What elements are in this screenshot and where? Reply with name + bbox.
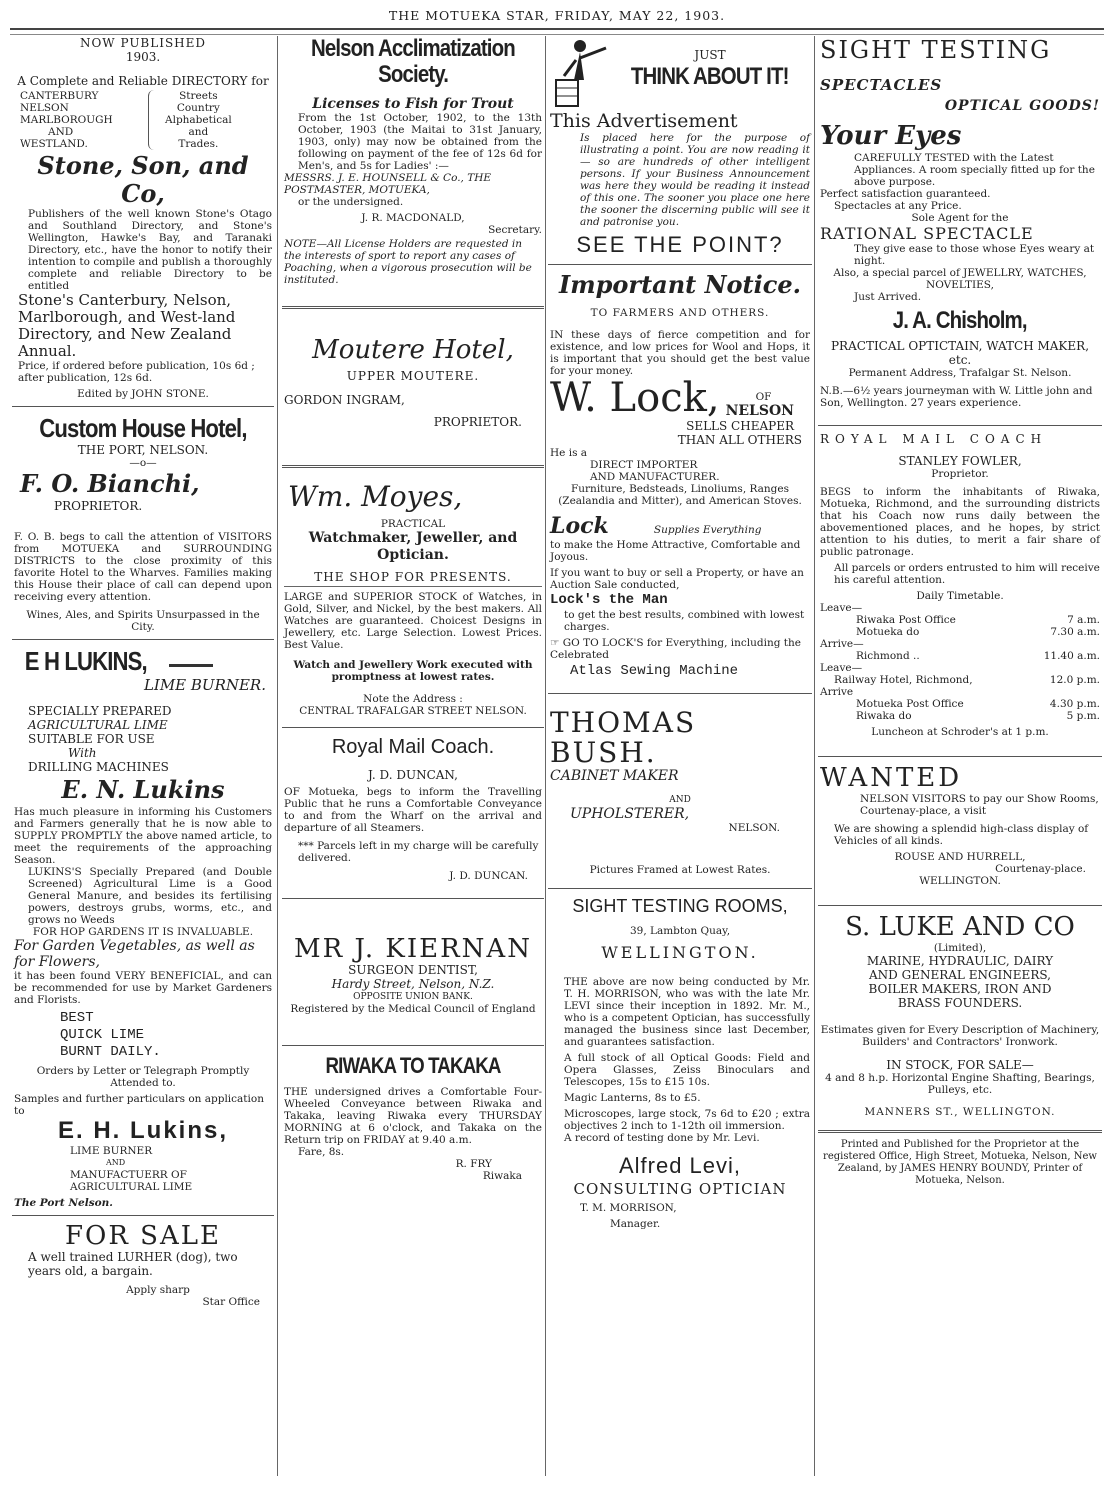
acclim-title1: Nelson Acclimatization <box>311 36 515 62</box>
lock-he-is: He is a <box>550 447 588 459</box>
chisholm-nb: N.B.—6½ years journeyman with W. Little john and Son, Wellington. 27 years experience. <box>820 385 1093 409</box>
line: LIME BURNER <box>70 1145 153 1157</box>
think-title: THINK ABOUT IT! <box>631 63 789 90</box>
moutere-role: PROPRIETOR. <box>433 415 522 429</box>
forsale-title: FOR SALE <box>64 1221 222 1251</box>
acclim-sec-name: J. R. MACDONALD, <box>361 212 465 224</box>
hotel-name: Custom House Hotel, <box>39 413 247 443</box>
lukins-samples: Samples and further particulars on application to <box>14 1093 264 1117</box>
wanted-ad <box>818 763 1102 887</box>
lock-home: to make the Home Attractive, Comfortable and Joyous. <box>550 539 801 563</box>
regions-block <box>20 90 272 150</box>
moutere-ad <box>282 335 544 429</box>
line: QUICK LIME <box>60 1027 145 1043</box>
think-ad <box>548 36 812 258</box>
acclim-note: NOTE—All License Holders are requested in the interests of sport to report any cases of Poaching, when a vigorous prosecution will be instituted. <box>284 238 532 286</box>
sightrooms-micro: Microscopes, large stock, 7s 6d to £20 ; extra objectives 2 inch to 1-12th oil immersion. <box>564 1108 810 1132</box>
lock-property: If you want to buy or sell a Property, or have an Auction Sale conducted, <box>550 567 804 591</box>
sightrooms-lantern: Magic Lanterns, 8s to £5. <box>564 1092 701 1104</box>
divider <box>282 1045 544 1046</box>
column-divider <box>277 36 278 1476</box>
year: 1903. <box>125 50 161 64</box>
directory-title: Stone's Canterbury, Nelson, Marlborough, and West-land Directory, and New Zealand Annual. <box>18 291 236 360</box>
lock-atlas: Atlas Sewing Machine <box>570 663 739 679</box>
mailcoach-sig: J. D. DUNCAN. <box>449 870 528 882</box>
time-row <box>820 614 1100 626</box>
directory-ad <box>12 36 274 400</box>
kiernan-ad <box>282 935 544 1015</box>
luke-l2: AND GENERAL ENGINEERS, <box>869 968 1051 982</box>
arrive: Arrive— <box>820 638 864 650</box>
column-3 <box>548 36 812 1476</box>
stop: Riwaka do <box>856 710 912 722</box>
moyes-ad <box>282 480 544 717</box>
lock-results: to get the best results, combined with lowest charges. <box>564 609 805 633</box>
acclim-or: or the undersigned. <box>298 196 404 208</box>
line: AGRICULTURAL LIME <box>28 718 168 732</box>
chisholm-arrived: Just Arrived. <box>854 291 922 303</box>
chisholm-eyes: Your Eyes <box>820 121 962 151</box>
lukins-body3: it has been found VERY BENEFICIAL, and can be recommended for use by Market Gardeners and Florists. <box>14 970 272 1006</box>
line: MANUFACTUERR OF <box>70 1169 187 1181</box>
moutere-place: UPPER MOUTERE. <box>346 369 480 383</box>
column-4 <box>818 36 1102 1476</box>
chisholm-perfect: Perfect satisfaction guaranteed. <box>820 188 991 200</box>
riwaka-title: RIWAKA TO TAKAKA <box>325 1053 501 1078</box>
fowler-ad <box>818 432 1102 738</box>
time: 5 p.m. <box>1066 710 1100 722</box>
divider <box>282 898 544 899</box>
bush-role2: UPHOLSTERER, <box>570 806 690 822</box>
stop: Riwaka Post Office <box>856 614 956 626</box>
forsale-ad <box>12 1222 274 1308</box>
lock-body: IN these days of fierce competition and for existence, and low prices for Wool and Hops, it is important that you should get the best value for your money. <box>550 329 810 377</box>
line: DRILLING MACHINES <box>28 760 169 774</box>
luke-stock: IN STOCK, FOR SALE— <box>886 1058 1034 1072</box>
divider <box>818 756 1102 757</box>
proprietor-role: PROPRIETOR. <box>54 499 143 513</box>
sightrooms-body: THE above are now being conducted by Mr. T. H. MORRISON, who was with the late Mr. LEVI since their inception in 1892. Mr. M., who is a competent Optician, has successfully managed the business since last December, and guarantees satisfaction. <box>564 976 810 1048</box>
lock-man: Lock's the Man <box>550 592 668 608</box>
time-row <box>820 710 1100 722</box>
brace <box>148 90 157 150</box>
lukins-port: The Port Nelson. <box>14 1197 113 1209</box>
region: AND <box>48 126 74 138</box>
wanted-title: WANTED <box>820 763 963 793</box>
sightrooms-addr: 39, Lambton Quay, <box>629 925 731 937</box>
regions-list <box>20 90 148 150</box>
time: 7 a.m. <box>1067 614 1100 626</box>
bush-ad <box>548 708 812 876</box>
sightrooms-city: WELLINGTON. <box>601 943 759 962</box>
line: AGRICULTURAL LIME <box>70 1181 193 1193</box>
bush-frames: Pictures Framed at Lowest Rates. <box>589 864 771 876</box>
divider <box>12 406 274 407</box>
lock-notice: Important Notice. <box>559 270 801 299</box>
chisholm-spec-price: Spectacles at any Price. <box>834 200 962 212</box>
bush-role1: CABINET MAKER <box>550 768 679 784</box>
lock-than: THAN ALL OTHERS <box>677 433 802 447</box>
stop: Motueka Post Office <box>856 698 964 710</box>
line: BEST <box>60 1010 94 1026</box>
custom-house-ad <box>12 413 274 633</box>
divider <box>12 1215 274 1216</box>
luke-l3: BOILER MAKERS, IRON AND <box>868 982 1052 996</box>
sightrooms-name: Alfred Levi, <box>618 1153 742 1178</box>
forsale-body: A well trained LURHER (dog), two years old, a bargain. <box>28 1250 238 1278</box>
category: Trades. <box>178 138 219 150</box>
arrive: Arrive <box>820 686 854 698</box>
moyes-address: CENTRAL TRAFALGAR STREET NELSON. <box>299 705 527 717</box>
luke-builders: Builders' and Contractors' Ironwork. <box>862 1036 1058 1048</box>
proprietor-name: F. O. Bianchi, <box>20 469 200 498</box>
lukins-ad <box>12 646 274 1209</box>
lock-ad <box>548 271 812 681</box>
fowler-title: ROYAL MAIL COACH <box>820 432 1048 446</box>
think-this-ad: This Advertisement <box>550 110 738 132</box>
time: 4.30 p.m. <box>1049 698 1100 710</box>
riwaka-ad <box>282 1052 544 1182</box>
moutere-title: Moutere Hotel, <box>312 335 514 365</box>
luke-title: S. LUKE AND CO <box>845 912 1075 942</box>
moyes-shop: THE SHOP FOR PRESENTS. <box>284 570 542 587</box>
chisholm-ad <box>818 36 1102 409</box>
forsale-office: Star Office <box>202 1296 260 1308</box>
moyes-work: Watch and Jewellery Work executed with promptness at lowest rates. <box>293 659 533 683</box>
bush-and: AND <box>669 795 691 805</box>
chisholm-parcel: Also, a special parcel of JEWELLRY, WATCHES, NOVELTIES, <box>833 267 1087 291</box>
separator: —o— <box>129 457 157 469</box>
leave: Leave— <box>820 602 863 614</box>
riwaka-sig: R. FRY <box>455 1158 492 1170</box>
lukins-garden: For Garden Vegetables, as well as for Flowers, <box>14 938 255 970</box>
time-row <box>820 674 1100 686</box>
intro: A Complete and Reliable DIRECTORY for <box>17 74 269 88</box>
lock-lock2: Lock <box>550 513 609 539</box>
top-rule <box>10 28 1104 35</box>
wanted-name: ROUSE AND HURRELL, <box>894 851 1026 863</box>
masthead: THE MOTUEKA STAR, FRIDAY, MAY 22, 1903. <box>388 8 726 23</box>
lukins-best <box>14 1010 272 1061</box>
hotel-footer: Wines, Ales, and Spirits Unsurpassed in the City. <box>26 609 260 633</box>
divider <box>548 264 812 265</box>
mailcoach-ad <box>282 734 544 882</box>
flourish <box>169 664 213 667</box>
line: SUITABLE FOR USE <box>28 732 155 746</box>
column-divider <box>814 36 815 1476</box>
categories-list <box>165 90 232 150</box>
luke-ltd: (Limited), <box>933 942 987 954</box>
moyes-practical: PRACTICAL <box>380 518 446 530</box>
pointing-hand-icon: ☞ <box>550 637 560 649</box>
acclim-body: From the 1st October, 1902, to the 13th October, 1903 (the Maitai to 31st January, 1903, only) may now be obtained from the following on payment of the fee of 12s 6d for Men's, and 5s for Ladies' :— <box>298 112 542 172</box>
lukins-body1: Has much pleasure in informing his Customers and Farmers generally that he is now able to SUPPLY PROMPTLY the above named article, to meet the requirements of the approaching Season. <box>14 806 272 866</box>
acclim-subtitle: Licenses to Fish for Trout <box>312 96 514 112</box>
column-divider <box>545 36 546 1476</box>
luke-engine: 4 and 8 h.p. Horizontal Engine Shafting, Bearings, Pulleys, etc. <box>825 1072 1095 1096</box>
time-row <box>820 650 1100 662</box>
fowler-role: Proprietor. <box>931 468 989 480</box>
region: NELSON <box>20 102 69 114</box>
category: Streets <box>179 90 218 102</box>
luke-l1: MARINE, HYDRAULIC, DAIRY <box>866 954 1054 968</box>
lukins-name: E H LUKINS, <box>24 646 147 676</box>
stop: Motueka do <box>856 626 920 638</box>
moyes-body: LARGE and SUPERIOR STOCK of Watches, in Gold, Silver, and Nickel, by the best makers. All Watches are guaranteed. Choicest Designs in Jewellery, etc. Large Selection. Lowest Prices. Best Value. <box>284 591 542 651</box>
chisholm-body: CAREFULLY TESTED with the Latest Appliances. A room specially fitted up for the above purpose. <box>854 152 1095 188</box>
directory-price: Price, if ordered before publication, 10s 6d ; after publication, 12s 6d. <box>18 360 255 384</box>
think-body: Is placed here for the purpose of illustrating a point. You are now reading it — so are hundreds of other intelligent persons. If your Business Announcement was here they would be reading it instead of this one. The sooner you place one here the sooner the discerning public will see it and patronise you. <box>580 132 810 228</box>
sightrooms-title: SIGHT TESTING ROOMS, <box>572 896 788 916</box>
fowler-parcels: All parcels or orders entrusted to him will receive his careful attention. <box>834 562 1100 586</box>
stop: Railway Hotel, Richmond, <box>834 674 973 686</box>
mailcoach-name: J. D. DUNCAN, <box>368 768 458 782</box>
hotel-address: THE PORT, NELSON. <box>77 443 209 457</box>
wanted-city: WELLINGTON. <box>919 875 1001 887</box>
moyes-trade: Watchmaker, Jeweller, and Optician. <box>308 530 518 563</box>
sightrooms-stock: A full stock of all Optical Goods: Field and Opera Glasses, Zeiss Binoculars and Telescopes, 15s to £15 10s. <box>564 1052 810 1088</box>
chisholm-spectacles: SPECTACLES <box>820 76 943 94</box>
line: SPECIALLY PREPARED <box>28 704 172 718</box>
luke-ad <box>818 912 1102 1118</box>
kiernan-addr: Hardy Street, Nelson, N.Z. <box>331 977 495 991</box>
kiernan-opp: OPPOSITE UNION BANK. <box>353 992 473 1002</box>
fowler-luncheon: Luncheon at Schroder's at 1 p.m. <box>871 726 1049 738</box>
leave: Leave— <box>820 662 863 674</box>
kiernan-title: MR J. KIERNAN <box>294 934 532 964</box>
divider <box>282 306 544 309</box>
line: AND <box>106 1158 126 1167</box>
chisholm-rational: RATIONAL SPECTACLE <box>820 224 1034 243</box>
acclim-sec-role: Secretary. <box>488 224 542 236</box>
sightrooms-mgr: T. M. MORRISON, <box>580 1202 677 1214</box>
chisholm-ease: They give ease to those whose Eyes weary at night. <box>854 243 1095 267</box>
pointing-figure-icon <box>550 36 610 108</box>
line: With <box>68 746 97 760</box>
wanted-body: NELSON VISITORS to pay our Show Rooms, Courtenay-place, a visit <box>860 793 1099 817</box>
fowler-timetable: Daily Timetable. <box>916 590 1004 602</box>
imprint: Printed and Published for the Proprietor at the registered Office, High Street, Motueka, Nelson, New Zealand, by JAMES HENRY BOUNDY, Printer of Motueka, Nelson. <box>823 1139 1097 1186</box>
riwaka-fare: Fare, 8s. <box>298 1146 345 1158</box>
acclim-title2: Society. <box>378 61 448 88</box>
directory-editor: Edited by JOHN STONE. <box>77 388 209 400</box>
lukins-sig: E. N. Lukins <box>61 775 225 804</box>
riwaka-body: THE undersigned drives a Comfortable Four-Wheeled Conveyance between Riwaka and Takaka, leaving Riwaka every THURSDAY MORNING at 6 o'clock, and Takaka on the Return trip on FRIDAY at 9.40 a.m. <box>284 1086 542 1146</box>
lukins-role: LIME BURNER. <box>143 676 266 694</box>
forsale-apply: Apply sharp <box>126 1284 190 1296</box>
column-2 <box>282 36 544 1476</box>
time: 12.0 p.m. <box>1049 674 1100 686</box>
lock-name-row <box>550 377 810 419</box>
lock-to: TO FARMERS AND OTHERS. <box>590 307 770 319</box>
lock-supplies: Supplies Everything <box>653 524 762 536</box>
bush-title: THOMAS BUSH. <box>550 706 697 769</box>
luke-l4: BRASS FOUNDERS. <box>897 996 1023 1010</box>
luke-addr: MANNERS ST., WELLINGTON. <box>864 1106 1056 1118</box>
moyes-note: Note the Address : <box>363 693 463 705</box>
line: BURNT DAILY. <box>60 1044 161 1060</box>
stop: Richmond .. <box>856 650 920 662</box>
lock-nelson: NELSON <box>725 403 794 419</box>
sightrooms-ad <box>548 895 812 1230</box>
sightrooms-mgr-role: Manager. <box>610 1218 661 1230</box>
region: WESTLAND. <box>20 138 88 150</box>
kiernan-reg: Registered by the Medical Council of England <box>290 1003 536 1015</box>
lock-goods: Furniture, Bedsteads, Linoliums, Ranges (Zealandia and Mitter), and American Stoves. <box>558 483 802 507</box>
lock-direct: DIRECT IMPORTER <box>590 459 698 471</box>
lukins-tail <box>14 1145 272 1193</box>
fowler-body: BEGS to inform the inhabitants of Riwaka, Motueka, Richmond, and the surrounding districts that his Coach now runs daily between the abovementioned places, and he hopes, by strict attention to his duties, to merit a fair share of public patronage. <box>820 486 1100 558</box>
moutere-name: GORDON INGRAM, <box>284 393 405 407</box>
think-header <box>550 36 810 108</box>
lukins-body2: LUKINS'S Specially Prepared (and Double Screened) Agricultural Lime is a Good General Manure, and besides its fertilising powers, destroys grubs, worms, etc., and grows no Weeds <box>28 866 272 926</box>
divider <box>548 888 812 889</box>
lock-manuf: AND MANUFACTURER. <box>590 471 720 483</box>
kiernan-role: SURGEON DENTIST, <box>348 963 478 977</box>
divider <box>548 693 812 694</box>
fowler-name: STANLEY FOWLER, <box>898 454 1022 468</box>
mailcoach-title: Royal Mail Coach. <box>331 736 495 758</box>
hotel-body: F. O. B. begs to call the attention of VISITORS from MOTUEKA and SURROUNDING DISTRICTS to the close proximity of this favorite Hotel to the Wharves. Families making this House their place of call can depend upon receiving every attention. <box>14 531 272 603</box>
chisholm-optical: OPTICAL GOODS! <box>944 98 1100 114</box>
divider <box>282 727 544 728</box>
lukins-lines <box>14 704 272 774</box>
sightrooms-role: CONSULTING OPTICIAN <box>573 1180 787 1198</box>
chisholm-title: SIGHT TESTING <box>820 36 1052 64</box>
divider <box>282 465 544 468</box>
think-just: JUST <box>694 48 726 62</box>
luke-est: Estimates given for Every Description of Machinery, <box>820 1024 1100 1036</box>
acclim-agents: MESSRS. J. E. HOUNSELL & Co., THE POSTMASTER, MOTUEKA, <box>284 172 492 196</box>
riwaka-place: Riwaka <box>482 1170 522 1182</box>
lock-goto: GO TO LOCK'S for Everything, including the Celebrated <box>550 637 801 661</box>
time-row <box>820 626 1100 638</box>
think-point: SEE THE POINT? <box>576 232 784 257</box>
sightrooms-record: A record of testing done by Mr. Levi. <box>564 1132 760 1144</box>
category: Alphabetical <box>165 114 232 126</box>
chisholm-role: PRACTICAL OPTICTAIN, WATCH MAKER, etc. <box>830 339 1090 367</box>
fowler-times <box>820 602 1100 722</box>
publisher-name: Stone, Son, and Co, <box>37 151 249 208</box>
time-row <box>820 698 1100 710</box>
region: CANTERBURY <box>20 90 99 102</box>
now-published: NOW PUBLISHED <box>79 36 207 50</box>
category: and <box>188 126 209 138</box>
moyes-title: Wm. Moyes, <box>288 480 463 513</box>
lock-name: W. Lock, <box>550 375 720 421</box>
lukins-sig2: E. H. Lukins, <box>57 1117 229 1144</box>
time: 11.40 a.m. <box>1043 650 1100 662</box>
lock-of: OF <box>755 391 772 403</box>
divider <box>12 639 274 640</box>
divider <box>818 1130 1102 1133</box>
lukins-orders: Orders by Letter or Telegraph Promptly Attended to. <box>36 1065 250 1089</box>
chisholm-agent: Sole Agent for the <box>911 212 1009 224</box>
divider <box>818 905 1102 906</box>
time: 7.30 a.m. <box>1050 626 1100 638</box>
region: MARLBOROUGH <box>20 114 113 126</box>
column-1 <box>12 36 274 1476</box>
directory-body: Publishers of the well known Stone's Otago and Southland Directory, and Stone's Wellington, Hawke's Bay, and Taranaki Directory, etc., have the honor to notify their intention to compile and publish a thoroughly complete and reliable Directory to be entitled <box>28 208 272 292</box>
lukins-hop: FOR HOP GARDENS IT IS INVALUABLE. <box>32 926 254 938</box>
chisholm-name: J. A. Chisholm, <box>893 307 1027 334</box>
chisholm-addr: Permanent Address, Trafalgar St. Nelson. <box>848 367 1072 379</box>
wanted-addr: Courtenay-place. <box>995 863 1086 875</box>
divider <box>818 425 1102 426</box>
mailcoach-parcels: *** Parcels left in my charge will be carefully delivered. <box>298 840 539 864</box>
mailcoach-body: OF Motueka, begs to inform the Travelling Public that he runs a Comfortable Conveyance to and from the Wharf on the arrival and departure of all Steamers. <box>284 786 542 834</box>
acclimatization-ad <box>282 36 544 286</box>
lock-sells: SELLS CHEAPER <box>686 419 794 433</box>
bush-place: NELSON. <box>728 822 780 834</box>
category: Country <box>176 102 220 114</box>
wanted-body2: We are showing a splendid high-class display of Vehicles of all kinds. <box>834 823 1089 847</box>
